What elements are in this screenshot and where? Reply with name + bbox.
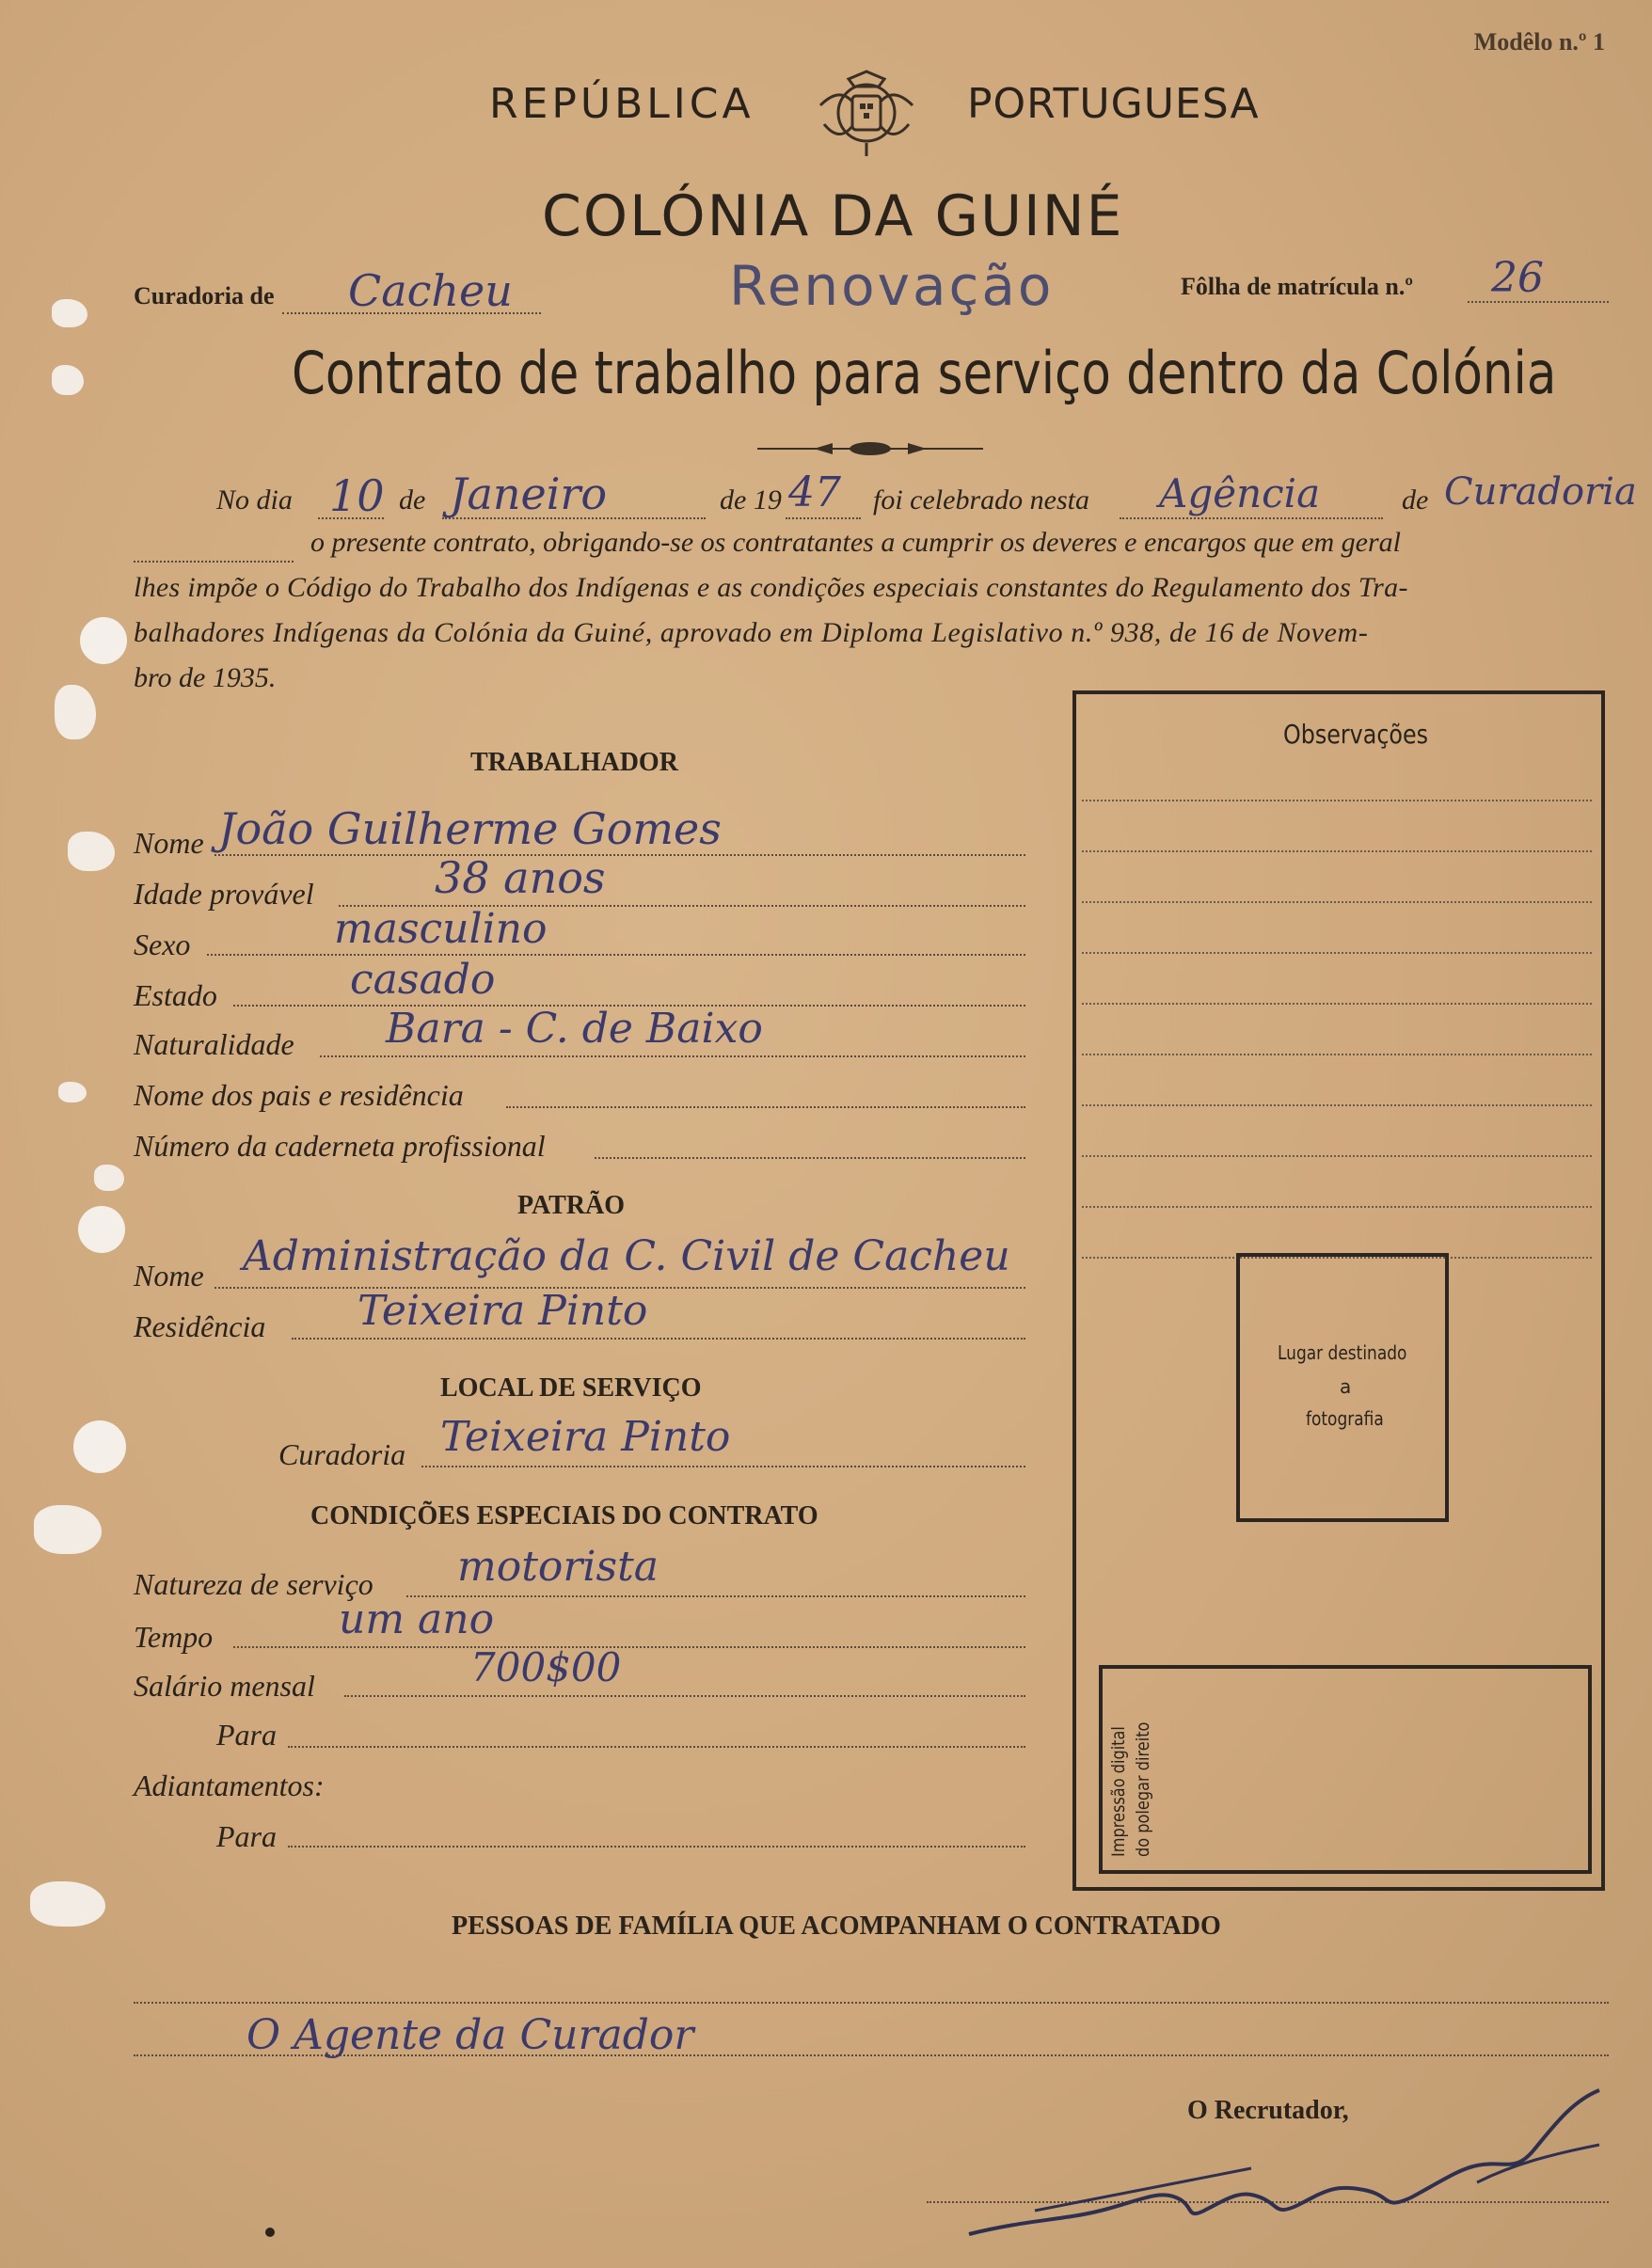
thumbprint-box <box>1099 1665 1592 1874</box>
intro-day: 10 <box>329 470 385 521</box>
patrao-residencia-line <box>292 1338 1025 1340</box>
observacoes-label: Observações <box>1283 719 1429 750</box>
intro-no-dia: No dia <box>216 484 293 515</box>
intro-year-line <box>786 517 861 519</box>
intro-prefix-line <box>134 561 294 563</box>
tear-mark <box>94 1165 124 1191</box>
curadoria-value: Cacheu <box>348 265 513 316</box>
tear-mark <box>52 365 84 395</box>
intro-text-2: lhes impõe o Código do Trabalho dos Indígenas e as condições especiais constantes do Regulamento dos Tra- <box>134 572 1408 603</box>
trab-estado-value: casado <box>350 956 496 1004</box>
cond-para1-line <box>288 1746 1025 1748</box>
cond-para2-label: Para <box>216 1819 277 1853</box>
trab-nome-line <box>214 854 1025 856</box>
obs-line <box>1082 800 1592 801</box>
trabalhador-heading: TRABALHADOR <box>470 748 678 777</box>
republic-left: REPÚBLICA <box>489 80 755 128</box>
thumbprint-text-2: do polegar direito <box>1133 1721 1153 1857</box>
ornament-divider-icon <box>757 437 983 460</box>
trab-sexo-line <box>207 954 1025 956</box>
trab-natural-line <box>320 1055 1025 1057</box>
cond-salario-label: Salário mensal <box>134 1669 315 1703</box>
patrao-residencia-label: Residência <box>134 1309 266 1343</box>
intro-place-line <box>1120 517 1383 519</box>
obs-line <box>1082 1054 1592 1055</box>
intro-text-4: bro de 1935. <box>134 662 277 693</box>
photo-text-3: fotografia <box>1306 1407 1384 1430</box>
tear-mark <box>34 1505 102 1554</box>
tear-mark <box>55 685 96 739</box>
tear-mark <box>52 299 87 327</box>
intro-de1: de <box>399 484 426 515</box>
folha-label: Fôlha de matrícula n.º <box>1181 273 1413 300</box>
trab-caderneta-line <box>595 1157 1025 1159</box>
renovacao-stamp: Renovação <box>729 254 1055 318</box>
cond-para2-line <box>288 1846 1025 1848</box>
coat-of-arms-icon <box>811 68 922 158</box>
contract-title: Contrato de trabalho para serviço dentro da Colónia <box>292 339 1557 407</box>
photo-text-1: Lugar destinado <box>1278 1341 1407 1364</box>
cond-tempo-label: Tempo <box>134 1620 214 1654</box>
ink-dot <box>265 2228 275 2237</box>
recrutador-label: O Recrutador, <box>1187 2096 1349 2125</box>
punch-hole <box>73 1420 126 1473</box>
cond-natureza-value: motorista <box>457 1543 659 1591</box>
trab-sexo-value: masculino <box>334 905 548 953</box>
trab-natural-label: Naturalidade <box>134 1027 294 1061</box>
trab-estado-label: Estado <box>134 978 217 1012</box>
photo-text-2: a <box>1340 1375 1352 1398</box>
thumbprint-text-1: Impressão digital <box>1108 1726 1129 1857</box>
intro-de2: de 19 <box>720 484 782 515</box>
colony-title: COLÓNIA DA GUINÉ <box>542 183 1124 249</box>
intro-place: Agência <box>1159 470 1321 516</box>
intro-year: 47 <box>788 468 841 516</box>
intro-foi: foi celebrado nesta <box>873 484 1089 515</box>
tear-mark <box>30 1881 105 1927</box>
cond-tempo-line <box>233 1646 1025 1648</box>
trab-idade-label: Idade provável <box>134 877 314 911</box>
intro-month: Janeiro <box>450 468 608 519</box>
trab-nome-value: João Guilherme Gomes <box>218 803 722 854</box>
familia-line-1 <box>134 2002 1609 2004</box>
punch-hole <box>80 617 127 664</box>
cond-tempo-value: um ano <box>339 1595 495 1643</box>
trab-nome-label: Nome <box>134 826 204 860</box>
curadoria-label: Curadoria de <box>134 282 275 309</box>
cond-salario-line <box>344 1695 1025 1697</box>
local-curadoria-value: Teixeira Pinto <box>440 1413 731 1461</box>
intro-place2: Curadoria <box>1444 470 1637 514</box>
recruiter-signature-icon <box>950 2079 1609 2248</box>
folha-value: 26 <box>1491 254 1544 302</box>
cond-natureza-label: Natureza de serviço <box>134 1567 373 1601</box>
trab-pais-line <box>506 1106 1025 1108</box>
local-curadoria-label: Curadoria <box>278 1437 406 1471</box>
obs-line <box>1082 952 1592 954</box>
tear-mark <box>58 1082 87 1102</box>
cond-para1-label: Para <box>216 1718 277 1752</box>
obs-line <box>1082 1206 1592 1208</box>
intro-text-3: balhadores Indígenas da Colónia da Guiné, aprovado em Diploma Legislativo n.º 938, de 16 de Novem- <box>134 617 1369 648</box>
obs-line <box>1082 1155 1592 1157</box>
punch-hole <box>78 1206 125 1253</box>
photo-placeholder-box <box>1236 1253 1449 1522</box>
intro-de3: de <box>1402 484 1429 515</box>
obs-line <box>1082 901 1592 903</box>
condicoes-heading: CONDIÇÕES ESPECIAIS DO CONTRATO <box>310 1501 818 1531</box>
familia-heading: PESSOAS DE FAMÍLIA QUE ACOMPANHAM O CONTRATADO <box>452 1911 1221 1941</box>
trab-idade-value: 38 anos <box>435 852 606 903</box>
cond-natureza-line <box>406 1595 1025 1597</box>
trab-natural-value: Bara - C. de Baixo <box>386 1005 763 1053</box>
obs-line <box>1082 850 1592 852</box>
familia-signature-text: O Agente da Curador <box>246 2011 694 2059</box>
intro-text-1: o presente contrato, obrigando-se os contratantes a cumprir os deveres e encargos que em geral <box>310 527 1401 558</box>
observacoes-box <box>1072 690 1605 1891</box>
obs-line <box>1082 1003 1592 1005</box>
cond-salario-value: 700$00 <box>470 1644 622 1690</box>
patrao-nome-value: Administração da C. Civil de Cacheu <box>243 1232 1010 1280</box>
tear-mark <box>68 832 115 871</box>
local-curadoria-line <box>421 1466 1025 1467</box>
model-number: Modêlo n.º 1 <box>1473 28 1605 56</box>
patrao-heading: PATRÃO <box>517 1191 626 1220</box>
cond-adiant-label: Adiantamentos: <box>134 1768 325 1802</box>
trab-pais-label: Nome dos pais e residência <box>134 1078 464 1112</box>
republic-right: PORTUGUESA <box>967 80 1260 128</box>
obs-line <box>1082 1104 1592 1106</box>
trab-sexo-label: Sexo <box>134 928 191 961</box>
trab-caderneta-label: Número da caderneta profissional <box>134 1129 546 1163</box>
local-heading: LOCAL DE SERVIÇO <box>440 1373 702 1403</box>
patrao-residencia-value: Teixeira Pinto <box>357 1287 648 1335</box>
patrao-nome-label: Nome <box>134 1259 204 1293</box>
